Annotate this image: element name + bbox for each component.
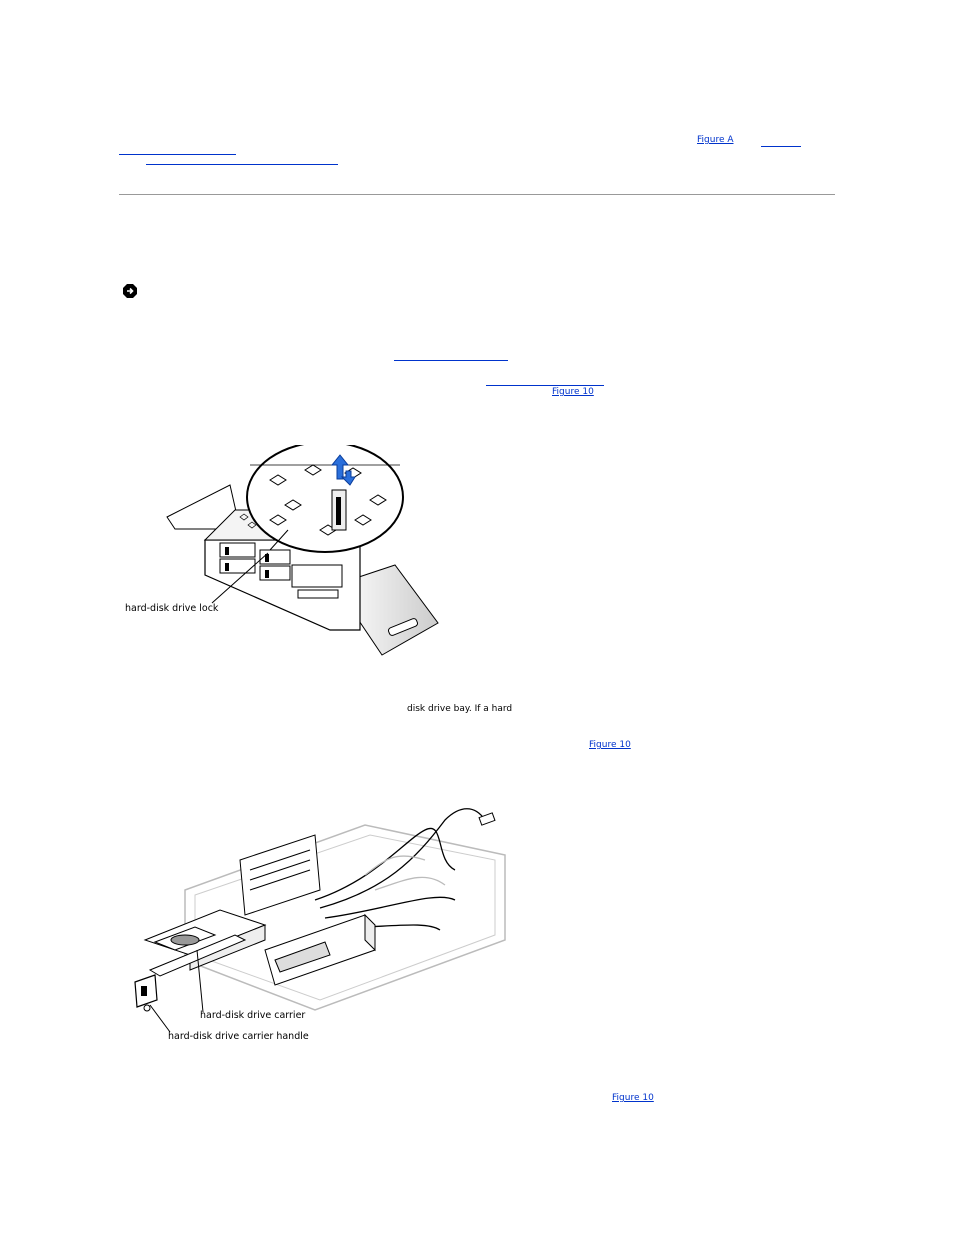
notice-icon [123,284,137,298]
link-underline-4[interactable] [394,360,508,361]
carrier-handle-icon [135,975,157,1011]
link-underline-1[interactable] [761,146,801,147]
figure-10-link-2[interactable]: Figure 10 [589,740,631,750]
figure-10-link-1[interactable]: Figure 10 [552,387,594,397]
text-fragment-disk-bay: disk drive bay. If a hard [407,704,513,714]
figure-10-link-3[interactable]: Figure 10 [612,1093,654,1103]
drive-lock-icon [332,490,346,530]
link-underline-3[interactable] [146,164,338,165]
figure-drive-carrier [125,800,515,1040]
link-underline-5[interactable] [486,385,604,386]
figure-drive-lock [120,445,450,660]
label-drive-carrier: hard-disk drive carrier [200,1010,306,1021]
link-underline-2[interactable] [119,154,236,155]
section-divider [119,194,835,195]
figure-a-link[interactable]: Figure A [697,135,734,145]
label-drive-lock: hard-disk drive lock [125,603,219,614]
label-carrier-handle: hard-disk drive carrier handle [168,1031,309,1042]
